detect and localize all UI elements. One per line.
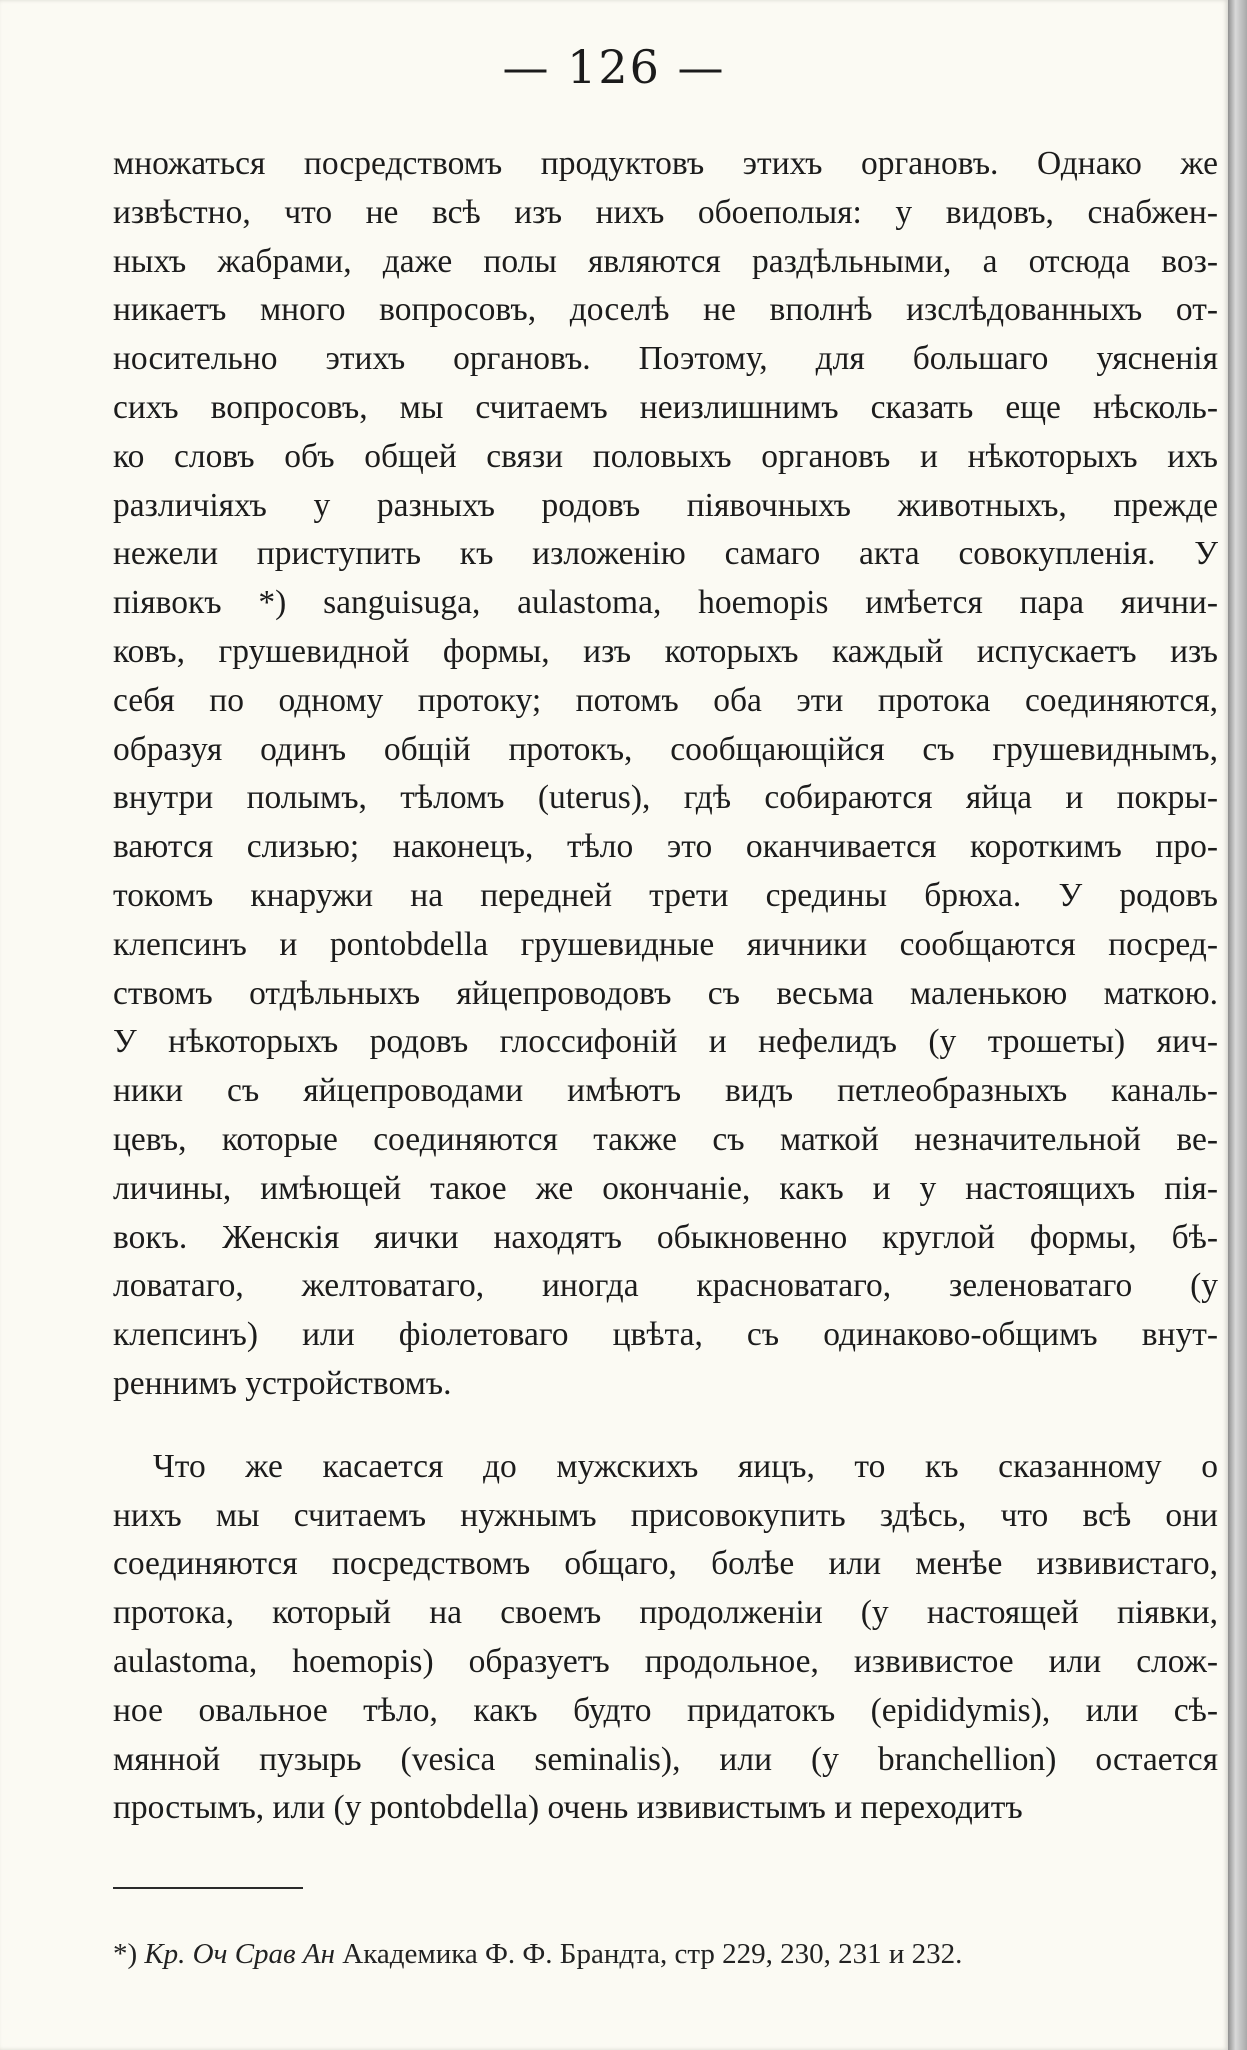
text-line: вокъ. Женскія яички находятъ обыкновенно круглой формы, бѣ-	[113, 1218, 1218, 1256]
text-line: образуя одинъ общій протокъ, сообщающійся съ грушевиднымъ,	[113, 730, 1218, 768]
paragraph-1	[113, 140, 1218, 1409]
text-line: ковъ, грушевидной формы, изъ которыхъ каждый испускаетъ изъ	[113, 632, 1218, 670]
text-line: клепсинъ и pontobdella грушевидные яичники сообщаются посред-	[113, 925, 1218, 963]
text-line: простымъ, или (у pontobdella) очень извивистымъ и переходитъ	[113, 1789, 1023, 1827]
text-line: протока, который на своемъ продолженіи (у настоящей піявки,	[113, 1594, 1218, 1632]
text-line: токомъ кнаружи на передней трети средины брюха. У родовъ	[113, 876, 1218, 914]
text-line: множаться посредствомъ продуктовъ этихъ органовъ. Однако же	[113, 145, 1218, 182]
footnote-source: Кр. Оч Срав Ан	[144, 1938, 335, 1970]
text-line: личины, имѣющей такое же окончаніе, какъ и у настоящихъ пія-	[113, 1169, 1218, 1207]
footnote-marker: *)	[113, 1938, 138, 1970]
footnote-separator	[113, 1887, 303, 1889]
text-line: нежели приступить къ изложенію самаго акта совокупленія. У	[113, 535, 1218, 573]
text-line: ловатаго, желтоватаго, иногда красноватаго, зеленоватаго (у	[113, 1267, 1218, 1305]
text-line: мянной пузырь (vesica seminalis), или (у branchellion) остается	[113, 1740, 1218, 1778]
text-line: внутри полымъ, тѣломъ (uterus), гдѣ собираются яйца и покры-	[113, 779, 1218, 817]
text-line: различіяхъ у разныхъ родовъ піявочныхъ животныхъ, прежде	[113, 486, 1218, 524]
paragraph-2	[113, 1443, 1218, 1833]
page-number: — 126 —	[502, 40, 726, 94]
text-line: извѣстно, что не всѣ изъ нихъ обоеполыя: у видовъ, снабжен-	[113, 193, 1218, 231]
text-line: нихъ мы считаемъ нужнымъ присовокупить здѣсь, что всѣ они	[113, 1496, 1218, 1534]
text-line: себя по одному протоку; потомъ оба эти протока соединяются,	[113, 681, 1218, 719]
text-line: клепсинъ) или фіолетоваго цвѣта, съ одинаково-общимъ внут-	[113, 1316, 1218, 1354]
text-line: сихъ вопросовъ, мы считаемъ неизлишнимъ сказать еще нѣсколь-	[113, 388, 1218, 426]
text-line: реннимъ устройствомъ.	[113, 1364, 452, 1402]
text-line: aulastoma, hoemopis) образуетъ продольное, извивистое или слож-	[113, 1642, 1218, 1680]
text-line: ваются слизью; наконецъ, тѣло это оканчивается короткимъ про-	[113, 828, 1218, 866]
text-line: никаетъ много вопросовъ, доселѣ не вполнѣ изслѣдованныхъ от-	[113, 291, 1218, 329]
footnote-text: Академика Ф. Ф. Брандта, стр 229, 230, 231 и 232.	[342, 1938, 963, 1970]
text-line: Что же касается до мужскихъ яицъ, то къ сказанному о	[153, 1447, 1218, 1485]
text-line: ствомъ отдѣльныхъ яйцепроводовъ съ весьма маленькою маткою.	[113, 974, 1218, 1012]
text-line: ныхъ жабрами, даже полы являются раздѣльными, а отсюда воз-	[113, 242, 1218, 280]
text-line: ники съ яйцепроводами имѣютъ видъ петлеобразныхъ каналь-	[113, 1072, 1218, 1110]
text-line: ко словъ объ общей связи половыхъ органовъ и нѣкоторыхъ ихъ	[113, 437, 1218, 475]
body-text	[113, 140, 1218, 1833]
text-line: носительно этихъ органовъ. Поэтому, для большаго уясненія	[113, 340, 1218, 378]
footnote	[113, 1938, 1183, 1971]
page-edge	[1228, 0, 1247, 2050]
text-line: ное овальное тѣло, какъ будто придатокъ (epididymis), или сѣ-	[113, 1691, 1218, 1729]
text-line: цевъ, которые соединяются также съ маткой незначительной ве-	[113, 1120, 1218, 1158]
text-line: піявокъ *) sanguisuga, aulastoma, hoemopis имѣется пара яични-	[113, 584, 1218, 622]
text-line: соединяются посредствомъ общаго, болѣе или менѣе извивистаго,	[113, 1545, 1218, 1583]
text-line: У нѣкоторыхъ родовъ глоссифоній и нефелидъ (у трошеты) яич-	[113, 1023, 1218, 1061]
